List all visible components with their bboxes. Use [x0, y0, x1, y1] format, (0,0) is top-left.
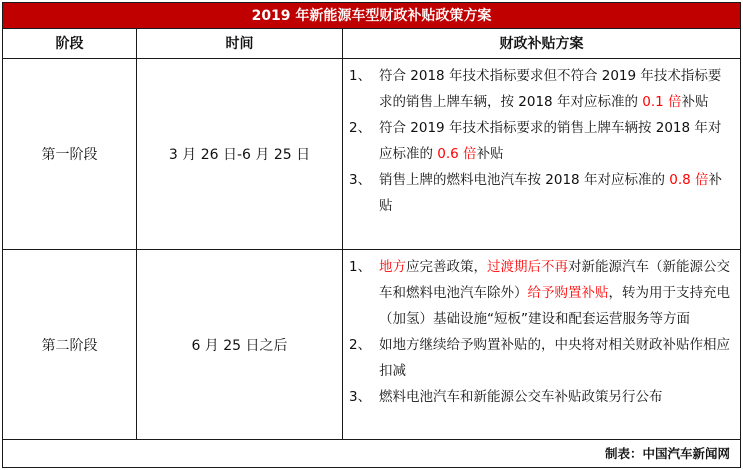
- item-highlight: 给予购置补贴: [527, 285, 609, 301]
- item-number: 1、: [349, 259, 372, 275]
- plan-item: [349, 63, 734, 115]
- item-highlight: 过渡期后不再: [487, 259, 568, 275]
- item-text: 燃料电池汽车和新能源公交车补贴政策另行公布: [379, 389, 663, 405]
- item-text-part: 销售上牌的燃料电池汽车按 2018 年对应标准的: [379, 172, 670, 188]
- plan-item: [349, 167, 734, 219]
- table-row: [3, 250, 740, 440]
- item-text: [379, 167, 734, 219]
- table-footer-credit: 制表：中国汽车新闻网: [604, 446, 730, 461]
- item-text-part: 应完善政策，: [406, 259, 487, 275]
- table-title: 2019 年新能源车型财政补贴政策方案: [3, 3, 740, 29]
- header-row: [3, 29, 740, 59]
- item-number: 1、: [349, 68, 372, 84]
- item-text: [379, 63, 734, 115]
- item-text-part: 补贴: [681, 94, 709, 110]
- time-cell: 6 月 25 日之后: [137, 250, 343, 439]
- time-cell: 3 月 26 日-6 月 25 日: [137, 59, 343, 249]
- plan-item: [349, 115, 734, 167]
- item-number: 2、: [349, 120, 372, 136]
- item-text: 如地方继续给予购置补贴的，中央将对相关财政补贴作相应扣减: [379, 337, 730, 379]
- item-text: [379, 254, 734, 332]
- stage-cell: 第二阶段: [3, 250, 137, 439]
- plan-item: [349, 254, 734, 332]
- item-highlight: 0.1 倍: [642, 94, 682, 110]
- policy-table: [2, 2, 741, 468]
- item-text: [379, 115, 734, 167]
- header-plan: 财政补贴方案: [499, 36, 584, 52]
- stage-cell: 第一阶段: [3, 59, 137, 249]
- item-number: 2、: [349, 337, 372, 353]
- item-text-part: 补贴: [476, 146, 504, 162]
- plan-cell: [343, 250, 740, 439]
- item-text-part: 符合 2018 年技术指标要求但不符合 2019 年技术指标要求的销售上牌车辆，按 2018 年对应标准的: [379, 68, 722, 110]
- item-text-part: 符合 2019 年技术指标要求的销售上牌车辆按 2018 年对应标准的: [379, 120, 722, 162]
- item-text-part: 对新能源汽车（新能源公交车和燃料电池汽车除外）: [379, 259, 730, 301]
- plan-cell: [343, 59, 740, 249]
- plan-item: [349, 384, 734, 410]
- item-highlight: 0.8 倍: [669, 172, 709, 188]
- table-row: [3, 59, 740, 250]
- item-text-part: ，转为用于支持充电（加氢）基础设施“短板”建设和配套运营服务等方面: [379, 285, 730, 327]
- header-time: 时间: [137, 29, 343, 58]
- item-text-part: 补贴: [379, 172, 722, 214]
- plan-item: [349, 332, 734, 384]
- item-number: 3、: [349, 172, 372, 188]
- item-number: 3、: [349, 389, 372, 405]
- item-highlight: 0.6 倍: [437, 146, 477, 162]
- header-stage: 阶段: [3, 29, 137, 58]
- item-highlight: 地方: [379, 259, 406, 275]
